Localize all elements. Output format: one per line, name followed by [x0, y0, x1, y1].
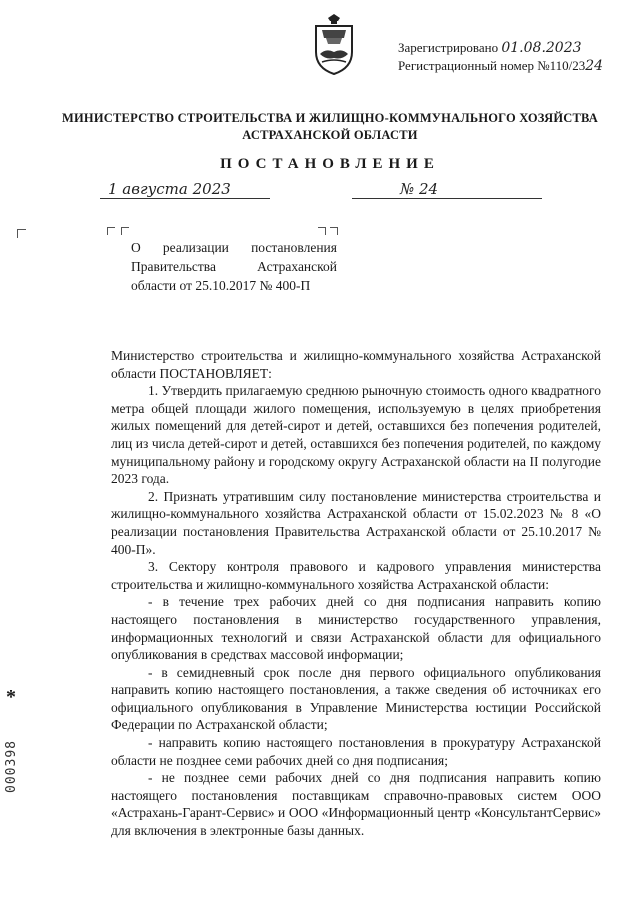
- body-paragraph-3: 3. Сектору контроля правового и кадрового управления министерства строительства и жилищно-коммунального хозяйства Астраханской области:: [111, 559, 601, 592]
- registration-number-line: [398, 58, 603, 74]
- document-subject: [131, 238, 337, 295]
- body-paragraph-3b: - в семидневный срок после дня первого официального опубликования направить копию настоящего постановления, а также сведения об источниках его официального опубликования в Управление Министерства юстиции Российской Федерации по Астраханской области;: [111, 664, 601, 733]
- document-body: [111, 347, 601, 840]
- registered-date-handwritten: 01.08.2023: [501, 40, 582, 56]
- subject-line1: О реализации постановления: [131, 240, 337, 255]
- ministry-name-line2: АСТРАХАНСКОЙ ОБЛАСТИ: [242, 128, 418, 142]
- registered-label: Зарегистрировано: [398, 40, 499, 55]
- subject-line2: Правительства Астраханской: [131, 259, 337, 274]
- ministry-name: [60, 110, 600, 144]
- subject-line3: области от 25.10.2017 № 400-П: [131, 278, 311, 293]
- body-paragraph-3d: - не позднее семи рабочих дней со дня подписания направить копию настоящего постановления поставщикам справочно-правовых систем ООО «Астрахань-Гарант-Сервис» и ООО «Информационный центр «КонсультантСервис» для включения в электронные базы данных.: [111, 770, 601, 839]
- date-underline: [100, 198, 270, 199]
- margin-asterisk: *: [6, 686, 16, 708]
- registration-number-label: Регистрационный номер №110/23: [398, 58, 586, 73]
- document-number-handwritten: № 24: [400, 180, 439, 198]
- ministry-name-line1: МИНИСТЕРСТВО СТРОИТЕЛЬСТВА И ЖИЛИЩНО-КОММУНАЛЬНОГО ХОЗЯЙСТВА: [62, 111, 598, 125]
- subject-corner-mark-left-inner: [121, 227, 129, 235]
- body-paragraph-3c: - направить копию настоящего постановления в прокуратуру Астраханской области не позднее семи рабочих дней со дня подписания;: [111, 735, 601, 768]
- registration-date-line: [398, 40, 582, 56]
- document-type-title: ПОСТАНОВЛЕНИЕ: [220, 156, 440, 172]
- number-underline: [352, 198, 542, 199]
- left-margin-corner-mark: [17, 229, 26, 238]
- body-intro: Министерство строительства и жилищно-коммунального хозяйства Астраханской области ПОСТАНОВЛЯЕТ:: [111, 348, 601, 381]
- body-paragraph-2: 2. Признать утратившим силу постановление министерства строительства и жилищно-коммунального хозяйства Астраханской области от 15.02.2023 № 8 «О реализации постановления Правительства Астраханской области от 25.10.2017 № 400-П».: [111, 488, 601, 557]
- subject-corner-mark-left-outer: [107, 227, 115, 235]
- body-paragraph-3a: - в течение трех рабочих дней со дня подписания направить копию настоящего постановления в министерство государственного управления, информационных технологий и связи Астраханской области для официального опубликования в средствах массовой информации;: [111, 594, 601, 663]
- document-date-handwritten: 1 августа 2023: [108, 180, 231, 198]
- body-paragraph-1: 1. Утвердить прилагаемую среднюю рыночную стоимость одного квадратного метра общей площади жилого помещения, используемую в целях приобретения жилых помещений для детей-сирот и детей, оставшихся без попечения родителей, лиц из числа детей-сирот и детей, оставшихся без попечения родителей, по каждому муниципальному району и городскому округу Астраханской области на II полугодие 2023 года.: [111, 383, 601, 487]
- margin-serial-number: 000398: [4, 740, 19, 793]
- subject-corner-mark-right-outer: [318, 227, 326, 235]
- registration-number-handwritten: 24: [585, 58, 604, 74]
- subject-corner-mark-right-inner: [330, 227, 338, 235]
- coat-of-arms-emblem: [312, 14, 356, 76]
